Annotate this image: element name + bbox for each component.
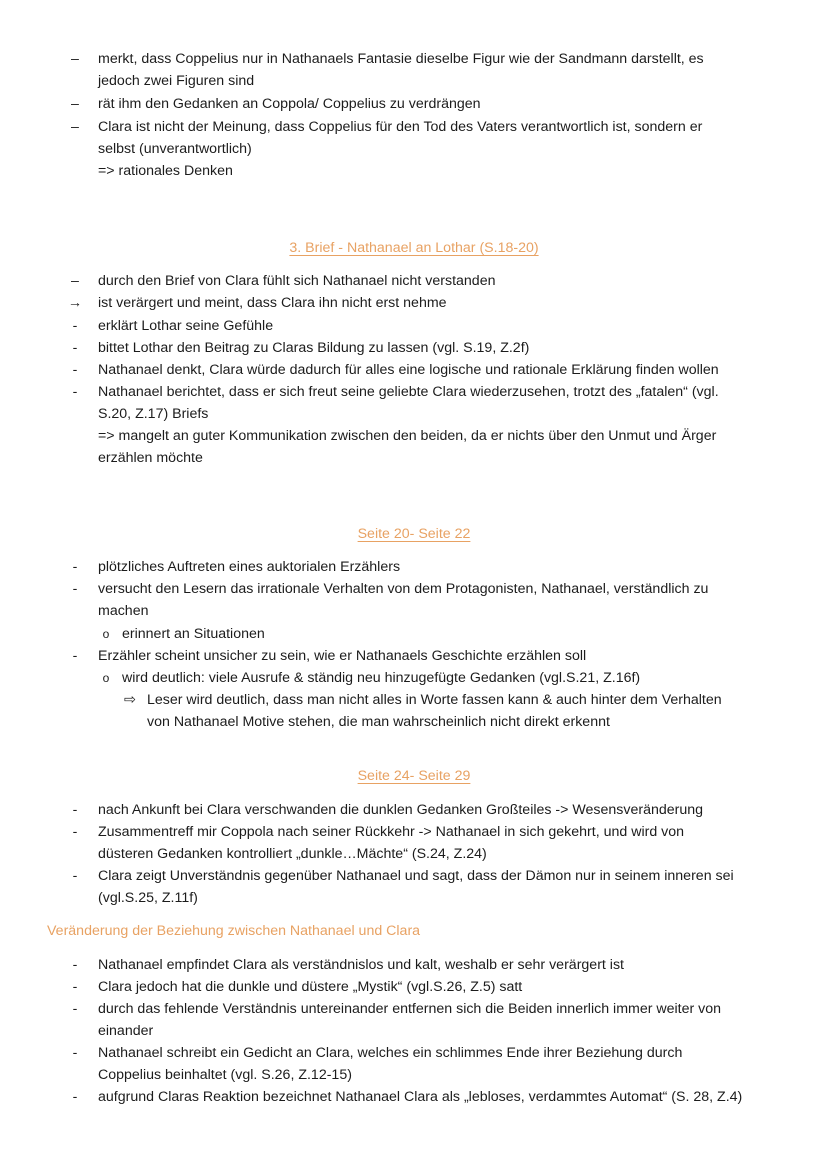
conclusion-line: => mangelt an guter Kommunikation zwischen den beiden, da er nichts über den Unmut und Ärger (98, 428, 717, 444)
circle-bullet: o (102, 627, 110, 641)
hyphen-bullet: - (72, 581, 78, 597)
circle-bullet: o (102, 671, 110, 685)
list-item: Nathanael denkt, Clara würde dadurch für alles eine logische und rationale Erklärung finden wollen (98, 362, 719, 378)
list-item: durch den Brief von Clara fühlt sich Nathanael nicht verstanden (98, 273, 496, 289)
hyphen-bullet: - (72, 802, 78, 818)
list-item-continuation: erzählen möchte (98, 450, 203, 466)
hyphen-bullet: - (72, 1089, 78, 1105)
list-item: aufgrund Claras Reaktion bezeichnet Nathanael Clara als „lebloses, verdammtes Automat“ (S. 28, Z.4) (98, 1089, 743, 1105)
list-item: rät ihm den Gedanken an Coppola/ Coppelius zu verdrängen (98, 96, 481, 112)
list-item: Clara jedoch hat die dunkle und düstere „Mystik“ (vgl.S.26, Z.5) satt (98, 979, 523, 995)
list-item: Nathanael schreibt ein Gedicht an Clara, welches ein schlimmes Ende ihrer Beziehung durch (98, 1045, 683, 1061)
list-item: durch das fehlende Verständnis untereinander entfernen sich die Beiden innerlich immer weiter von (98, 1001, 722, 1017)
arrow-bullet: → (67, 295, 83, 311)
hollow-arrow-icon: ⇨ (124, 692, 136, 708)
list-item-continuation: machen (98, 603, 149, 619)
list-item-continuation: (vgl.S.25, Z.11f) (98, 890, 198, 906)
hyphen-bullet: - (72, 340, 78, 356)
hyphen-bullet: - (72, 824, 78, 840)
list-item: plötzliches Auftreten eines auktorialen Erzählers (98, 559, 401, 575)
hyphen-bullet: - (72, 1045, 78, 1061)
list-item: versucht den Lesern das irrationale Verhalten von dem Protagonisten, Nathanael, verständlich zu (98, 581, 709, 597)
list-item: nach Ankunft bei Clara verschwanden die dunklen Gedanken Großteiles -> Wesensveränderung (98, 802, 704, 818)
list-item: erklärt Lothar seine Gefühle (98, 318, 274, 334)
list-item: Nathanael berichtet, dass er sich freut seine geliebte Clara wiederzusehen, trotzt des „fatalen“ (vgl. (98, 384, 719, 400)
conclusion-line: => rationales Denken (98, 163, 233, 179)
list-item: Erzähler scheint unsicher zu sein, wie er Nathanaels Geschichte erzählen soll (98, 648, 587, 664)
list-item: Clara zeigt Unverständnis gegenüber Nathanael und sagt, dass der Dämon nur in seinem inneren sei (98, 868, 734, 884)
hyphen-bullet: - (72, 957, 78, 973)
hyphen-bullet: - (72, 1001, 78, 1017)
list-item: Clara ist nicht der Meinung, dass Coppelius für den Tod des Vaters verantwortlich ist, sondern er (98, 119, 703, 135)
section-heading-left: Veränderung der Beziehung zwischen Nathanael und Clara (47, 923, 421, 939)
section-heading: Seite 24- Seite 29 (357, 768, 471, 784)
list-item: merkt, dass Coppelius nur in Nathanaels Fantasie dieselbe Figur wie der Sandmann darstellt, es (98, 51, 704, 67)
section-heading: Seite 20- Seite 22 (357, 526, 471, 542)
sub-sub-list-continuation: von Nathanael Motive stehen, die man wahrscheinlich nicht direkt erkennt (147, 714, 610, 730)
section-heading: 3. Brief - Nathanael an Lothar (S.18-20) (289, 240, 539, 256)
dash-bullet: – (71, 273, 79, 289)
list-item-continuation: einander (98, 1023, 154, 1039)
dash-bullet: – (71, 51, 79, 67)
list-item-continuation: jedoch zwei Figuren sind (98, 73, 255, 89)
hyphen-bullet: - (72, 979, 78, 995)
list-item-continuation: S.20, Z.17) Briefs (98, 406, 209, 422)
list-item: bittet Lothar den Beitrag zu Claras Bildung zu lassen (vgl. S.19, Z.2f) (98, 340, 530, 356)
list-item-continuation: selbst (unverantwortlich) (98, 141, 252, 157)
hyphen-bullet: - (72, 868, 78, 884)
hyphen-bullet: - (72, 648, 78, 664)
hyphen-bullet: - (72, 318, 78, 334)
sub-sub-list-item: Leser wird deutlich, dass man nicht alles in Worte fassen kann & auch hinter dem Verhalten (147, 692, 722, 708)
dash-bullet: – (71, 96, 79, 112)
list-item-continuation: düsteren Gedanken kontrolliert „dunkle…Mächte“ (S.24, Z.24) (98, 846, 487, 862)
sub-list-item: erinnert an Situationen (122, 626, 265, 642)
dash-bullet: – (71, 119, 79, 135)
sub-list-item: wird deutlich: viele Ausrufe & ständig neu hinzugefügte Gedanken (vgl.S.21, Z.16f) (122, 670, 641, 686)
hyphen-bullet: - (72, 559, 78, 575)
hyphen-bullet: - (72, 384, 78, 400)
list-item: Nathanael empfindet Clara als verständnislos und kalt, weshalb er sehr verärgert ist (98, 957, 624, 973)
list-item: ist verärgert und meint, dass Clara ihn nicht erst nehme (98, 295, 447, 311)
hyphen-bullet: - (72, 362, 78, 378)
list-item-continuation: Coppelius beinhaltet (vgl. S.26, Z.12-15) (98, 1067, 352, 1083)
list-item: Zusammentreff mir Coppola nach seiner Rückkehr -> Nathanael in sich gekehrt, und wird von (98, 824, 685, 840)
